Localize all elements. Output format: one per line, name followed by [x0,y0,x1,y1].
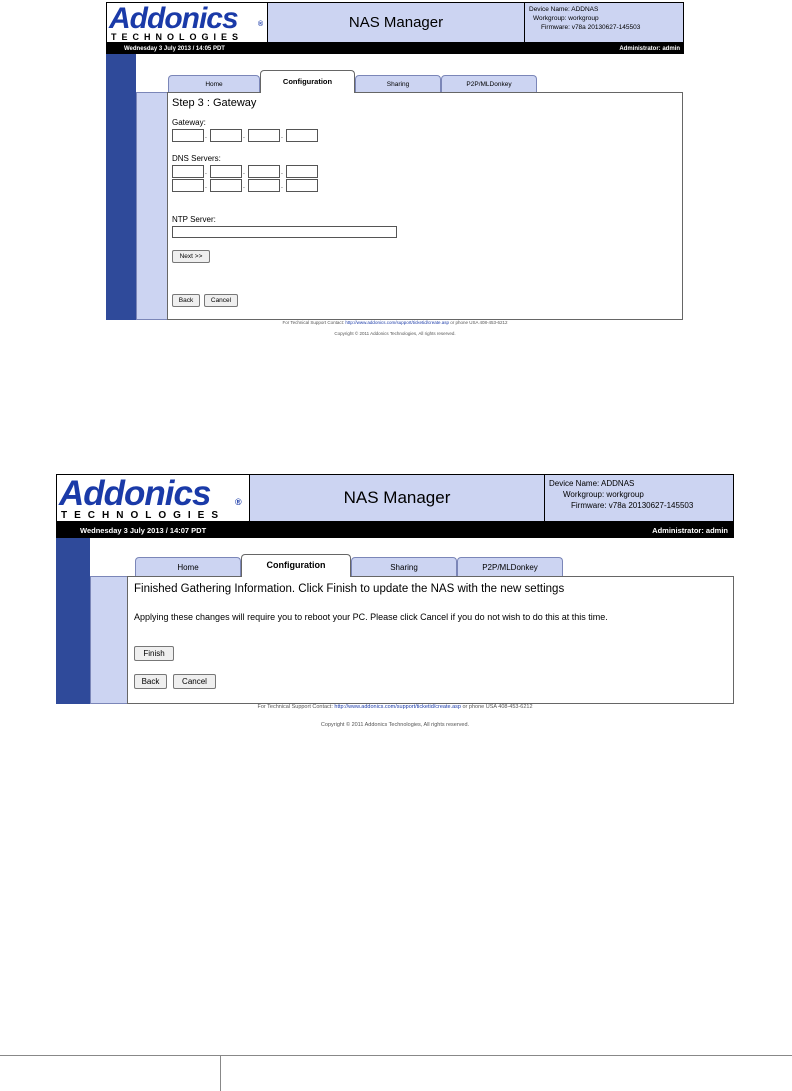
dns-servers-label: DNS Servers: [172,154,221,163]
dns1-octet-4[interactable] [286,165,318,178]
status-bar [106,43,684,54]
dns1-octet-1[interactable] [172,165,204,178]
tab-sharing[interactable]: Sharing [355,75,441,92]
back-button[interactable]: Back [172,294,200,307]
dns2-octet-1[interactable] [172,179,204,192]
side-navigation [56,538,90,704]
side-strip [136,92,168,320]
status-datetime: Wednesday 3 July 2013 / 14:07 PDT [80,525,207,535]
device-name: Device Name: ADDNAS [549,479,635,488]
registered-mark: ® [235,497,242,507]
support-footer: For Technical Support Contact: http://www.addonics.com/support/ticketid/create.asp or phone USA 408-453-6212 [282,320,508,325]
dns1-octet-3[interactable] [248,165,280,178]
addonics-logo: Addonics ® TECHNOLOGIES [57,475,250,521]
wizard-panel [127,576,734,704]
app-header [56,474,734,522]
device-workgroup: Workgroup: workgroup [533,14,599,22]
tab-sharing[interactable]: Sharing [351,557,457,576]
app-title: NAS Manager [343,488,451,507]
support-link[interactable]: http://www.addonics.com/support/ticketid/create.asp [345,320,449,325]
cancel-button[interactable]: Cancel [204,294,238,307]
tab-configuration[interactable]: Configuration [241,554,351,577]
screenshot-finished [56,474,734,734]
reboot-message: Applying these changes will require you to reboot your PC. Please click Cancel if you do not wish to do this at this time. [134,612,608,622]
ntp-server-input[interactable] [172,226,397,238]
dns2-octet-3[interactable] [248,179,280,192]
device-firmware: Firmware: v78a 20130627-145503 [571,500,694,510]
screenshot-step3-gateway [106,2,684,342]
dns2-octet-4[interactable] [286,179,318,192]
side-navigation [106,54,136,320]
device-info [525,3,683,42]
status-datetime: Wednesday 3 July 2013 / 14:05 PDT [124,45,225,52]
tab-home[interactable]: Home [135,557,241,576]
ntp-server-label: NTP Server: [172,215,216,224]
dns2-octet-2[interactable] [210,179,242,192]
support-footer: For Technical Support Contact: http://www.addonics.com/support/ticketid/create.asp or phone USA 408-453-6212 [257,704,533,710]
back-button[interactable]: Back [134,674,167,689]
status-bar [56,522,734,538]
device-firmware: Firmware: v78a 20130627-145503 [541,23,641,31]
status-user: Administrator: admin [652,525,728,535]
device-info [545,475,733,521]
dns1-octet-2[interactable] [210,165,242,178]
side-strip [90,576,128,704]
status-user: Administrator: admin [619,45,680,52]
tab-configuration[interactable]: Configuration [260,70,355,93]
copyright: Copyright © 2011 Addonics Technologies, All rights reserved. [334,331,456,336]
device-name: Device Name: ADDNAS [529,6,599,13]
support-link[interactable]: http://www.addonics.com/support/ticketid/create.asp [334,704,461,710]
app-header [106,2,684,43]
finished-heading: Finished Gathering Information. Click Finish to update the NAS with the new settings [134,583,565,595]
cancel-button[interactable]: Cancel [173,674,216,689]
page-bottom-divider [220,1055,221,1091]
gateway-octet-3[interactable] [248,129,280,142]
wizard-panel: Step 3 : Gateway Gateway: . . . DNS Servers: . . . . . . NTP Server: Next >> Back Cancel [167,92,683,320]
next-button[interactable]: Next >> [172,250,210,263]
tab-p2p-mldonkey[interactable]: P2P/MLDonkey [441,75,537,92]
app-title-cell [250,475,545,521]
tab-home[interactable]: Home [168,75,260,92]
finish-button[interactable]: Finish [134,646,174,661]
page-bottom-rule [0,1055,792,1056]
copyright: Copyright © 2011 Addonics Technologies, All rights reserved. [320,722,470,728]
tab-p2p-mldonkey[interactable]: P2P/MLDonkey [457,557,563,576]
registered-mark: ® [258,21,264,28]
gateway-label: Gateway: [172,118,206,127]
device-workgroup: Workgroup: workgroup [563,489,644,499]
step-title: Step 3 : Gateway [172,97,257,109]
gateway-octet-4[interactable] [286,129,318,142]
addonics-logo: Addonics ® TECHNOLOGIES [107,3,268,42]
gateway-octet-1[interactable] [172,129,204,142]
app-title-cell [268,3,525,42]
gateway-octet-2[interactable] [210,129,242,142]
app-title: NAS Manager [348,14,444,31]
